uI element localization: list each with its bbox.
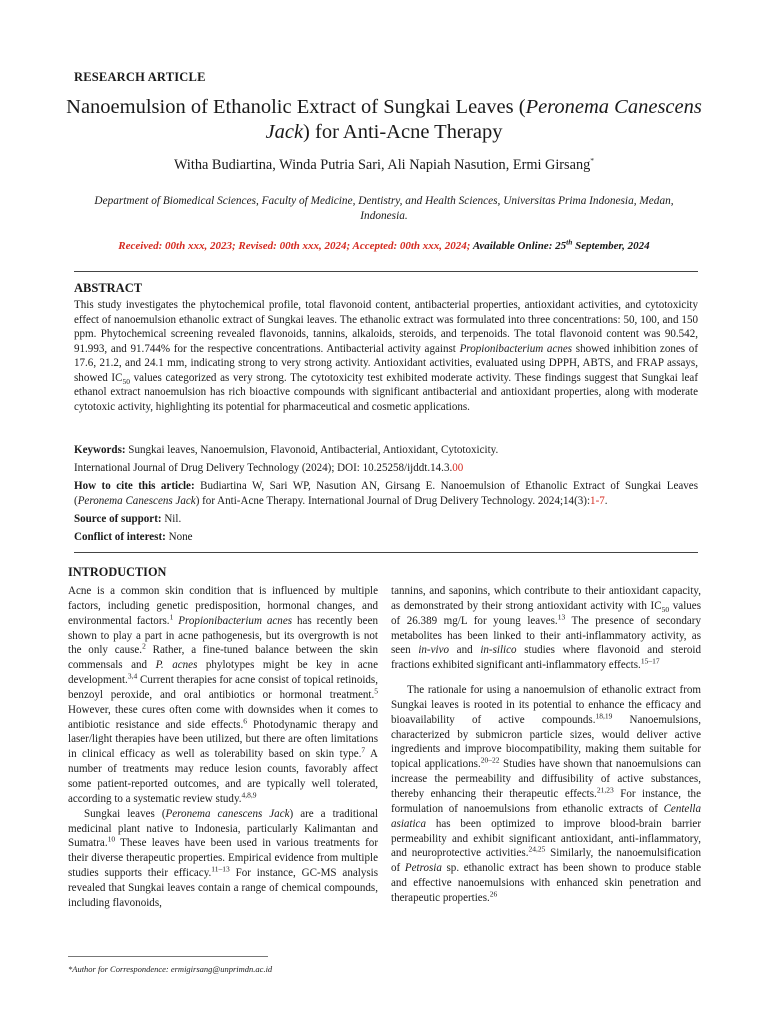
species-name: P. acnes (155, 659, 198, 672)
affiliation: Department of Biomedical Sciences, Faculty of Medicine, Dentistry, and Health Sciences, Universitas Prima Indonesia, Medan, Indonesia. (94, 195, 674, 222)
conflict-value: None (165, 531, 193, 543)
keywords (74, 443, 698, 458)
citation-text: Budiartina W, Sari WP, Nasution AN, Girsang E. Nanoemulsion of Ethanolic Extract of Sungkai Leaves ( (74, 480, 698, 507)
species-name: Centella asiatica (391, 802, 701, 830)
text-run: has been optimized to improve blood-brain barrier permeability and exhibit significant antioxidant, anti-inflammatory, and neuroprotective activities. (391, 817, 701, 860)
text-run: For instance, the formulation of nanoemulsions from ethanolic extracts of (391, 787, 701, 815)
received-date: 00th xxx, 2023; (165, 240, 239, 252)
text-run: Photodynamic therapy and laser/light therapies have been utilized, but there are often limitations in clinical efficacy as well as tolerability based on skin type. (68, 718, 379, 761)
citation-ref: 7 (361, 745, 366, 755)
doi-suffix: 00 (452, 462, 464, 474)
journal-doi: International Journal of Drug Delivery Technology (2024); DOI: 10.25258/ijddt.14.3. (74, 462, 453, 474)
species-name: Propionibacterium acnes (173, 614, 293, 627)
abstract-ic-subscript: 50 (122, 376, 130, 386)
text-run: sp. ethanolic extract has been shown to produce stable and effective nanoemulsions with enhanced skin penetration and therapeutic properties. (391, 862, 702, 904)
intro-paragraph-3 (391, 584, 701, 673)
divider-bottom (74, 552, 698, 553)
abstract-species: Propionibacterium acnes (459, 342, 573, 355)
text-run: and (449, 644, 481, 657)
text-run: tannins, and saponins, which contribute to their antioxidant capacity, as demonstrated by their strong antioxidant activity with IC (391, 585, 701, 612)
received-label: Received: (118, 240, 166, 252)
abstract-part-1: This study investigates the phytochemical profile, total flavonoid content, antibacterial properties, antioxidant activities, and cytotoxicity effect of nanoemulsion ethanolic extract of Sungkai leaves. The ethanolic extract was formulated into three concentrations: 50, 100, and 150 ppm. Phytochemical screening revealed flavonoids, tannins, alkaloids, steroids, and terpenoids. The total flavonoid content was 90.542, 91.993, and 91.744% for the respective concentrations. Antibacterial activity against (74, 299, 698, 355)
citation (74, 479, 698, 508)
abstract-part-3: values categorized as very strong. The cytotoxicity test exhibited moderate activity. These findings suggest that Sungkai leaf ethanol extract nanoemulsion has rich bioactive compounds with significant antibacterial and antioxidant properties, along with moderate cytotoxic activity, highlighting its potential for pharmaceutical and cosmetic applications. (74, 371, 698, 413)
title-text: Nanoemulsion of Ethanolic Extract of Sungkai Leaves ( (66, 96, 526, 118)
article-title (60, 95, 708, 145)
abstract-heading: ABSTRACT (74, 281, 143, 295)
text-run: has recently been shown to play a part in acne pathogenesis, but its overgrowth is not the only cause. (68, 614, 379, 657)
text-run: ) are a traditional medicinal plant native to Indonesia, particularly Kalimantan and Sumatra. (68, 807, 378, 850)
accepted-label: Accepted: (352, 240, 400, 252)
italic-term: in-silico (480, 644, 517, 657)
ic-subscript: 50 (661, 605, 670, 615)
citation-species: Peronema Canescens Jack (77, 494, 196, 507)
citation-ref: 3,4 (127, 671, 138, 681)
citation-ref: 1 (169, 612, 174, 622)
revised-label: Revised: (238, 240, 280, 252)
citation-pages: 1-7 (590, 494, 605, 507)
citation-ref: 11–13 (211, 864, 230, 874)
intro-paragraph-2 (68, 807, 378, 911)
citation-ref: 15–17 (640, 656, 660, 666)
citation-ref: 10 (107, 834, 116, 844)
author-names: Witha Budiartina, Winda Putria Sari, Ali Napiah Nasution, Ermi Girsang (173, 157, 591, 173)
citation-ref: 5 (374, 686, 378, 696)
text-run: However, these cures often come with downsides when it comes to antibiotic resistance and side effects. (68, 703, 378, 731)
text-run: Acne is a common skin condition that is influenced by multiple factors, including genetic predisposition, hormonal changes, and environmental factors. (68, 585, 378, 627)
text-run: Studies have shown that nanoemulsions can increase the permeability and diffusibility of active substances, thereby enhancing their therapeutic effects. (391, 758, 701, 800)
species-name: Petrosia (404, 862, 442, 875)
citation-ref: 6 (243, 715, 247, 725)
intro-paragraph-1 (68, 584, 378, 807)
abstract-part-2: showed inhibition zones of 17.6, 21.2, and 24.1 mm, indicating strong to very strong activity. Antioxidant activities, evaluated using DPPH, ABTS, and FRAP assays, showed IC (74, 342, 698, 384)
conflict-label: Conflict of interest: (74, 531, 166, 543)
text-run: Current therapies for acne consist of topical retinoids, benzoyl peroxide, and oral antibiotics or hormonal treatment. (68, 674, 378, 701)
accepted-date: 00th xxx, 2024; (399, 240, 473, 252)
right-column (391, 584, 701, 906)
text-run: Nanoemulsions, characterized by submicron particle sizes, would deliver active ingredients and improve biocompatibility, making them suitable for topical applications. (391, 713, 701, 771)
citation-ref: 2 (142, 641, 146, 651)
corresponding-mark: * (590, 156, 595, 166)
citation-ref: 24,25 (528, 844, 546, 854)
text-run: For instance, GC-MS analysis revealed that Sungkai leaves contain a range of chemical compounds, including flavonoids, (68, 867, 379, 909)
citation-ref: 18,19 (595, 711, 613, 721)
text-run: Rather, a fine-tuned balance between the skin commensals and (68, 644, 379, 672)
support-label: Source of support: (74, 513, 162, 525)
title-species: Peronema Canescens Jack (265, 96, 702, 143)
text-run: A number of treatments may reduce lesion counts, favorably affect some patient-reported outcomes, and are typically well tolerated, according to a systematic review study. (68, 748, 378, 805)
citation-end: . (604, 494, 608, 507)
text-run: The rationale for using a nanoemulsion of ethanolic extract from Sungkai leaves is rooted in its potential to enhance the efficacy and bioavailability of active compounds. (391, 684, 701, 726)
abstract-text (74, 298, 698, 414)
text-run: phylotypes might be key in acne development. (68, 659, 378, 687)
publication-dates (60, 237, 708, 252)
species-name: Peronema canescens Jack (165, 807, 290, 820)
citation-ref: 13 (557, 612, 566, 622)
divider-top (74, 271, 698, 272)
keywords-label: Keywords: (74, 444, 126, 456)
text-run: values of 26.389 mg/L for young leaves. (391, 599, 701, 627)
citation-ref: 26 (489, 889, 498, 899)
revised-date: 00th xxx, 2024; (279, 240, 353, 252)
source-of-support (74, 512, 698, 527)
citation-label: How to cite this article: (74, 480, 195, 492)
intro-paragraph-4 (391, 683, 701, 906)
support-value: Nil. (161, 513, 182, 525)
citation-ref: 21,23 (596, 785, 614, 795)
citation-ref: 20–22 (480, 755, 500, 765)
correspondence-footnote: *Author for Correspondence: ermigirsang@unprimdn.ac.id (68, 964, 273, 974)
conflict-of-interest (74, 530, 698, 545)
left-column (68, 584, 378, 911)
title-text-end: ) for Anti-Acne Therapy (303, 121, 503, 143)
keywords-text: Sungkai leaves, Nanoemulsion, Flavonoid, Antibacterial, Antioxidant, Cytotoxicity. (125, 444, 499, 456)
online-day: 25 (555, 240, 567, 252)
citation-ref: 4,8,9 (241, 790, 257, 800)
author-list (60, 157, 708, 174)
introduction-heading: INTRODUCTION (68, 565, 167, 579)
journal-doi-line (74, 461, 698, 476)
online-label: Available Online: (472, 240, 556, 252)
footnote-rule (68, 956, 268, 957)
text-run: The presence of secondary metabolites has been linked to their anti-inflammatory activity, as seen (391, 614, 701, 657)
online-date: September, 2024 (572, 240, 650, 252)
citation-text-2: ) for Anti-Acne Therapy. International Journal of Drug Delivery Technology. 2024;14(3): (195, 494, 591, 507)
text-run: studies where flavonoid and steroid fractions exhibited significant anti-inflammatory effects. (391, 644, 702, 672)
online-day-suffix: th (566, 237, 573, 247)
article-type-label: RESEARCH ARTICLE (74, 70, 206, 84)
text-run: These leaves have been used in various treatments for their diverse therapeutic properties. Empirical evidence from multiple studies supports their efficacy. (68, 837, 378, 880)
italic-term: in-vivo (418, 644, 449, 657)
text-run: Similarly, the nanoemulsification of (391, 847, 701, 875)
text-run: Sungkai leaves ( (84, 807, 166, 820)
